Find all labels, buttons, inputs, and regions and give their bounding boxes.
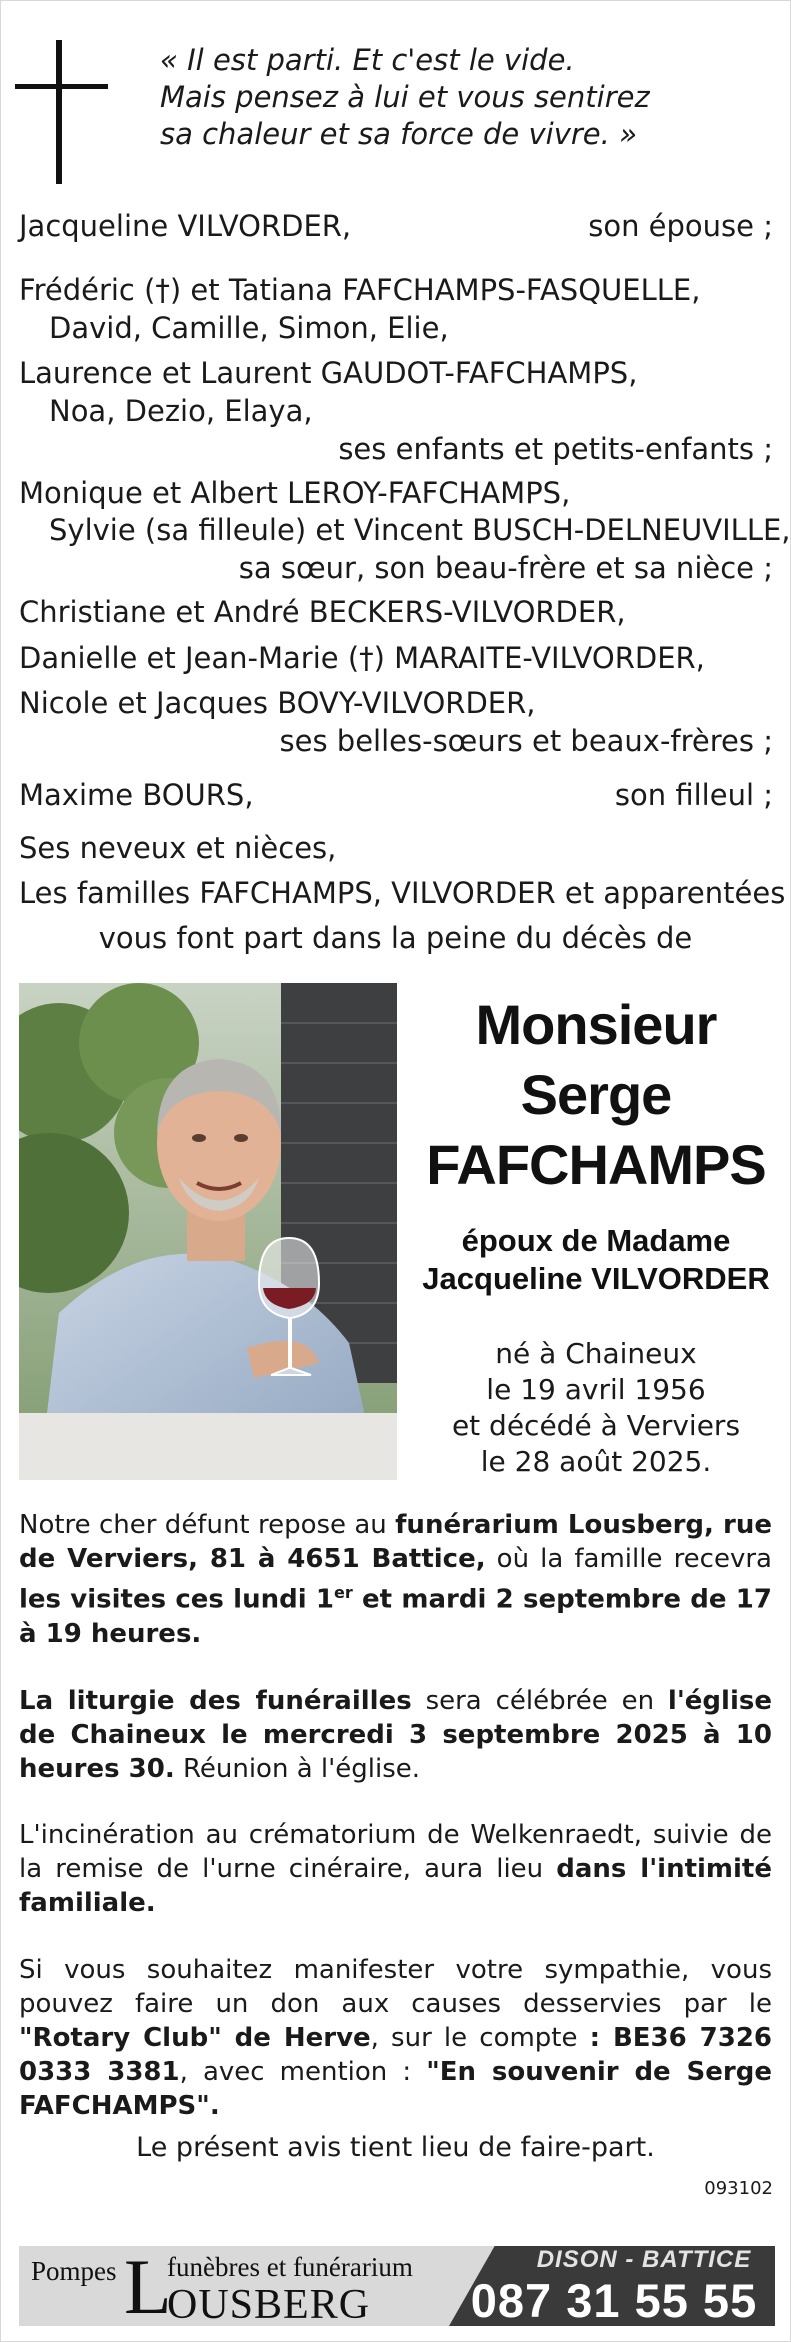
- donation-mention: "En souvenir de Serge FAFCHAMPS".: [19, 2057, 772, 2121]
- reference-number: 093102: [704, 2178, 773, 2199]
- dates-block: [420, 1336, 772, 1480]
- family-role: son épouse ;: [588, 209, 773, 243]
- text-run: , avec mention :: [179, 2057, 427, 2087]
- footer-city: DISON - BATTICE: [536, 2246, 752, 2273]
- spouse-block: [420, 1222, 772, 1298]
- death-date: le 28 août 2025.: [480, 1445, 712, 1478]
- birth-place: né à Chaineux: [495, 1337, 697, 1370]
- liturgy-label: La liturgie des funérailles: [19, 1686, 412, 1716]
- charity-name: "Rotary Club" de Herve: [19, 2023, 371, 2053]
- deceased-photo: [19, 983, 397, 1480]
- deceased-last-name: FAFCHAMPS: [426, 1133, 766, 1196]
- visit-hours: et mardi 2 septembre de 17 à 19 heures.: [19, 1584, 772, 1649]
- cremation-paragraph: [19, 1818, 772, 1920]
- liturgy-place-date: l'église de Chaineux le mercredi 3 septembre 2025 à 10 heures 30.: [19, 1686, 772, 1784]
- liturgy-paragraph: [19, 1684, 772, 1786]
- text-run: Notre cher défunt repose au: [19, 1510, 396, 1540]
- donation-paragraph: [19, 1953, 772, 2123]
- deceased-first-name: Serge: [520, 1063, 672, 1126]
- funeral-home-address: funérarium Lousberg, rue de Verviers, 81 à 4651 Battice,: [19, 1510, 772, 1574]
- private-ceremony: dans l'intimité familiale.: [19, 1854, 772, 1918]
- text-run: Réunion à l'église.: [174, 1754, 421, 1784]
- family-line: Les familles FAFCHAMPS, VILVORDER et apparentées: [19, 876, 786, 910]
- birth-date: le 19 avril 1956: [486, 1373, 706, 1406]
- family-line: Frédéric (†) et Tatiana FAFCHAMPS-FASQUELLE,: [19, 273, 701, 307]
- visitation-paragraph: [19, 1508, 772, 1651]
- closing-line: Le présent avis tient lieu de faire-part.: [136, 2132, 655, 2163]
- footer-logo-initial: L: [124, 2246, 172, 2326]
- footer-brand: OUSBERG: [167, 2282, 371, 2326]
- bank-account: : BE36 7326 0333 3381: [19, 2023, 773, 2087]
- visit-dates: les visites ces lundi 1: [19, 1584, 335, 1615]
- family-role: sa sœur, son beau-frère et sa nièce ;: [238, 551, 773, 585]
- family-line: Noa, Dezio, Elaya,: [49, 394, 313, 428]
- family-line: Sylvie (sa filleule) et Vincent BUSCH-DELNEUVILLE,: [49, 513, 791, 547]
- family-line: Nicole et Jacques BOVY-VILVORDER,: [19, 686, 536, 720]
- deceased-name-block: [420, 990, 772, 1200]
- quote-line: Mais pensez à lui et vous sentirez: [160, 80, 650, 114]
- family-role: ses enfants et petits-enfants ;: [338, 432, 773, 466]
- text-run: où la famille recevra: [485, 1544, 772, 1574]
- announcement-line: vous font part dans la peine du décès de: [98, 921, 693, 955]
- death-place: et décédé à Verviers: [451, 1409, 741, 1442]
- family-line: Ses neveux et nièces,: [19, 831, 337, 865]
- text-run: sera célébrée en: [411, 1686, 668, 1716]
- deceased-title: Monsieur: [475, 993, 717, 1056]
- family-line: Jacqueline VILVORDER,: [19, 209, 352, 243]
- family-line: Monique et Albert LEROY-FAFCHAMPS,: [19, 476, 571, 510]
- footer-funeraires: funèbres et funérarium: [167, 2252, 413, 2282]
- family-role: ses belles-sœurs et beaux-frères ;: [279, 724, 773, 758]
- epitaph-quote: [160, 42, 650, 153]
- quote-line: sa chaleur et sa force de vivre. »: [160, 117, 637, 151]
- family-line: David, Camille, Simon, Elie,: [49, 311, 449, 345]
- text-run: L'incinération au crématorium de Welkenraedt, suivie de la remise de l'urne cinéraire, aura lieu: [19, 1820, 772, 1884]
- superscript: er: [334, 1583, 353, 1602]
- spouse-line: Jacqueline VILVORDER: [422, 1261, 770, 1296]
- funeral-home-banner: [19, 2246, 775, 2326]
- text-run: Si vous souhaitez manifester votre sympathie, vous pouvez faire un don aux causes desservies par le: [19, 1955, 772, 2019]
- family-line: Danielle et Jean-Marie (†) MARAITE-VILVORDER,: [19, 641, 705, 675]
- footer-pompes: Pompes: [31, 2256, 117, 2286]
- family-line: Laurence et Laurent GAUDOT-FAFCHAMPS,: [19, 356, 638, 390]
- footer-phone: 087 31 55 55: [470, 2274, 758, 2326]
- family-line: Christiane et André BECKERS-VILVORDER,: [19, 595, 626, 629]
- family-role: son filleul ;: [614, 778, 773, 812]
- spouse-line: époux de Madame: [461, 1223, 731, 1258]
- quote-line: « Il est parti. Et c'est le vide.: [160, 43, 575, 77]
- text-run: , sur le compte: [370, 2023, 590, 2053]
- family-line: Maxime BOURS,: [19, 778, 254, 812]
